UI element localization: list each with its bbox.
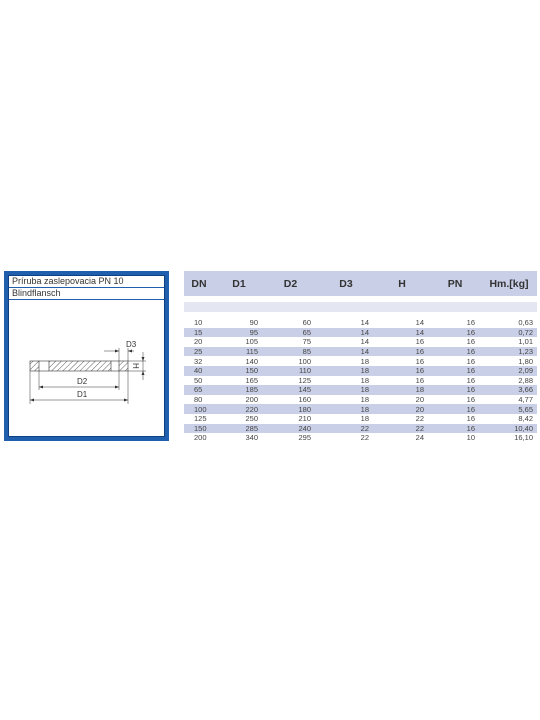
flange-right-lug	[119, 361, 128, 371]
table-row	[184, 404, 537, 414]
label-d3: D3	[126, 340, 137, 349]
table-row	[184, 356, 537, 366]
table-cell: 16	[466, 404, 475, 414]
table-row	[184, 433, 537, 443]
table-spacer-band	[184, 302, 537, 312]
table-row	[184, 395, 537, 405]
table-cell: 340	[245, 433, 258, 443]
table-cell: 100	[298, 356, 311, 366]
table-cell: 1,80	[518, 356, 533, 366]
table-cell: 16	[466, 375, 475, 385]
table-cell: 16	[466, 327, 475, 337]
table-cell: 65	[302, 327, 311, 337]
table-cell: 16	[466, 337, 475, 347]
flange-drawing	[9, 300, 164, 420]
table-cell: 160	[298, 395, 311, 405]
table-cell: 100	[194, 404, 207, 414]
table-cell: 18	[360, 356, 369, 366]
table-cell: 40	[194, 366, 203, 376]
table-cell: 80	[194, 395, 203, 405]
table-cell: 115	[246, 347, 258, 357]
table-cell: 14	[360, 337, 369, 347]
table-header	[184, 271, 537, 296]
header-weight: Hm.[kg]	[489, 277, 529, 290]
table-cell: 16	[415, 337, 424, 347]
table-cell: 2,88	[518, 375, 533, 385]
table-cell: 18	[360, 375, 369, 385]
table-cell: 5,65	[518, 404, 533, 414]
product-subtitle: Blindflansch	[9, 288, 164, 300]
table-row	[184, 414, 537, 424]
table-cell: 16	[415, 356, 424, 366]
table-cell: 140	[245, 356, 258, 366]
table-cell: 16	[466, 385, 475, 395]
table-cell: 14	[360, 327, 369, 337]
table-cell: 125	[298, 375, 311, 385]
table-cell: 16	[415, 375, 424, 385]
table-cell: 16	[466, 318, 475, 328]
table-cell: 200	[194, 433, 207, 443]
table-row	[184, 337, 537, 347]
header-pn: PN	[447, 277, 463, 290]
header-d1: D1	[232, 277, 246, 290]
product-card	[4, 271, 169, 441]
table-row	[184, 318, 537, 328]
table-row	[184, 424, 537, 434]
table-cell: 210	[298, 414, 311, 424]
table-cell: 50	[194, 375, 203, 385]
table-cell: 22	[415, 414, 424, 424]
table-cell: 14	[360, 318, 369, 328]
table-cell: 16	[415, 366, 424, 376]
table-cell: 10,40	[514, 423, 533, 433]
table-cell: 18	[360, 414, 369, 424]
table-cell: 20	[194, 337, 203, 347]
table-cell: 22	[360, 423, 369, 433]
table-cell: 150	[194, 423, 207, 433]
table-cell: 125	[194, 414, 207, 424]
label-d1: D1	[77, 390, 88, 399]
table-cell: 32	[194, 356, 203, 366]
table-cell: 16	[466, 423, 475, 433]
table-cell: 1,01	[518, 337, 533, 347]
table-cell: 16	[466, 356, 475, 366]
table-cell: 16	[466, 347, 475, 357]
table-cell: 20	[415, 404, 424, 414]
table-cell: 8,42	[518, 414, 533, 424]
flange-body	[49, 361, 111, 371]
table-cell: 16	[466, 366, 475, 376]
table-cell: 1,23	[518, 347, 533, 357]
table-cell: 16	[466, 395, 475, 405]
table-cell: 14	[415, 327, 424, 337]
table-cell: 85	[302, 347, 311, 357]
flange-left-lug	[30, 361, 39, 371]
table-cell: 18	[360, 395, 369, 405]
table-cell: 105	[245, 337, 258, 347]
table-cell: 150	[245, 366, 258, 376]
table-cell: 240	[298, 423, 311, 433]
table-cell: 20	[415, 395, 424, 405]
table-cell: 3,66	[518, 385, 533, 395]
table-cell: 95	[249, 327, 258, 337]
product-title: Príruba zaslepovacia PN 10	[9, 276, 164, 288]
header-dn: DN	[191, 277, 207, 290]
table-cell: 4,77	[518, 395, 533, 405]
label-d2: D2	[77, 377, 88, 386]
table-cell: 18	[415, 385, 424, 395]
table-cell: 60	[302, 318, 311, 328]
table-cell: 200	[245, 395, 258, 405]
table-row	[184, 366, 537, 376]
table-cell: 22	[415, 423, 424, 433]
table-cell: 18	[360, 385, 369, 395]
table-cell: 185	[245, 385, 258, 395]
table-cell: 24	[415, 433, 424, 443]
table-cell: 10	[194, 318, 203, 328]
table-row	[184, 347, 537, 357]
table-cell: 16,10	[514, 433, 533, 443]
product-card-inner	[8, 275, 165, 437]
table-cell: 18	[360, 366, 369, 376]
table-cell: 250	[245, 414, 258, 424]
table-cell: 165	[245, 375, 258, 385]
table-cell: 65	[194, 385, 203, 395]
table-cell: 10	[466, 433, 475, 443]
table-cell: 295	[298, 433, 311, 443]
table-cell: 110	[299, 366, 311, 376]
label-h: H	[131, 363, 140, 369]
table-cell: 180	[298, 404, 311, 414]
table-row	[184, 385, 537, 395]
table-cell: 0,63	[518, 318, 533, 328]
table-cell: 75	[302, 337, 311, 347]
table-row	[184, 376, 537, 386]
table-cell: 90	[249, 318, 258, 328]
header-d3: D3	[339, 277, 353, 290]
header-h: H	[398, 277, 406, 290]
table-cell: 0,72	[518, 327, 533, 337]
table-cell: 25	[194, 347, 203, 357]
table-cell: 22	[360, 433, 369, 443]
dimensions-table	[184, 271, 537, 443]
table-cell: 14	[360, 347, 369, 357]
table-row	[184, 328, 537, 338]
table-body	[184, 318, 537, 443]
table-cell: 16	[415, 347, 424, 357]
table-cell: 14	[415, 318, 424, 328]
table-cell: 18	[360, 404, 369, 414]
table-cell: 2,09	[518, 366, 533, 376]
table-cell: 145	[298, 385, 311, 395]
table-cell: 16	[466, 414, 475, 424]
table-cell: 285	[245, 423, 258, 433]
table-cell: 15	[194, 327, 203, 337]
header-d2: D2	[283, 277, 298, 290]
table-cell: 220	[245, 404, 258, 414]
